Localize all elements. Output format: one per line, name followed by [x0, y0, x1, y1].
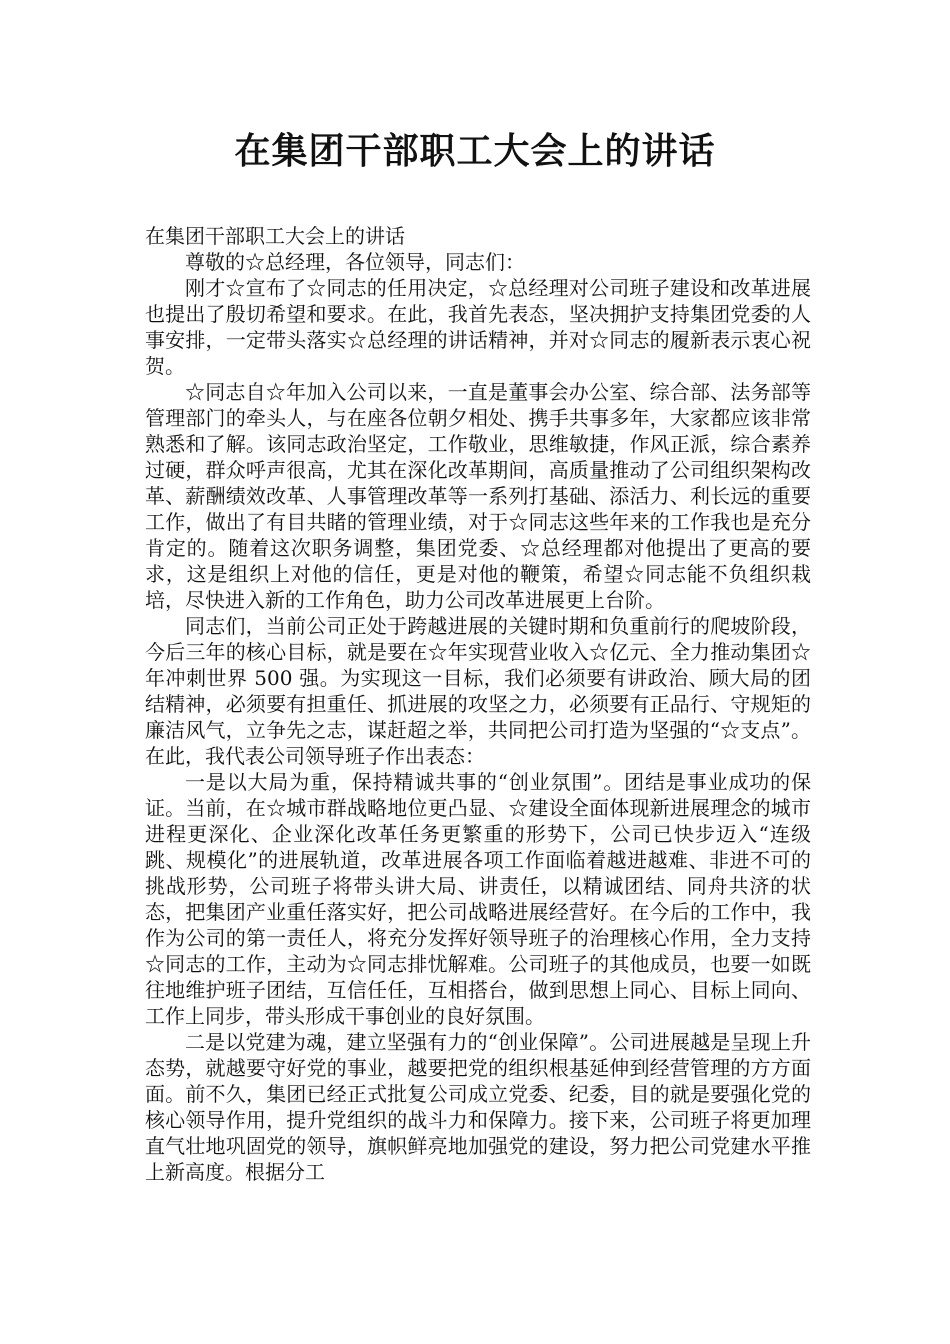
- document-body: [145, 223, 811, 1185]
- paragraph-3: 同志们，当前公司正处于跨越进展的关键时期和负重前行的爬坡阶段，今后三年的核心目标，就是要在☆年实现营业收入☆亿元、全力推动集团☆年冲刺世界 500 强。为实现这一目标，我们必须要有讲政治、顾大局的团结精神，必须要有担重任、抓进展的攻坚之力，必须要有正品行、守规矩的廉洁风气，立争先之志，谋赶超之举，共同把公司打造为坚强的“☆支点”。在此，我代表公司领导班子作出表态：: [145, 614, 811, 768]
- paragraph-2: ☆同志自☆年加入公司以来，一直是董事会办公室、综合部、法务部等管理部门的牵头人，与在座各位朝夕相处、携手共事多年，大家都应该非常熟悉和了解。该同志政治坚定，工作敬业，思维敏捷，作风正派，综合素养过硬，群众呼声很高，尤其在深化改革期间，高质量推动了公司组织架构改革、薪酬绩效改革、人事管理改革等一系列打基础、添活力、利长远的重要工作，做出了有目共睹的管理业绩，对于☆同志这些年来的工作我也是充分肯定的。随着这次职务调整，集团党委、☆总经理都对他提出了更高的要求，这是组织上对他的信任，更是对他的鞭策，希望☆同志能不负组织栽培，尽快进入新的工作角色，助力公司改革进展更上台阶。: [145, 380, 811, 612]
- paragraph-1: 刚才☆宣布了☆同志的任用决定，☆总经理对公司班子建设和改革进展也提出了殷切希望和要求。在此，我首先表态，坚决拥护支持集团党委的人事安排，一定带头落实☆总经理的讲话精神，并对☆同志的履新表示衷心祝贺。: [145, 276, 811, 378]
- document-title: 在集团干部职工大会上的讲话: [234, 131, 716, 172]
- paragraph-salutation: 尊敬的☆总经理，各位领导，同志们：: [185, 250, 525, 274]
- paragraph-4: 一是以大局为重，保持精诚共事的“创业氛围”。团结是事业成功的保证。当前，在☆城市群战略地位更凸显、☆建设全面体现新进展理念的城市进程更深化、企业深化改革任务更繁重的形势下，公司已快步迈入“连级跳、规模化”的进展轨道，改革进展各项工作面临着越进越难、非进不可的挑战形势，公司班子将带头讲大局、讲责任，以精诚团结、同舟共济的状态，把集团产业重任落实好，把公司战略进展经营好。在今后的工作中，我作为公司的第一责任人，将充分发挥好领导班子的治理核心作用，全力支持☆同志的工作，主动为☆同志排忧解难。公司班子的其他成员，也要一如既往地维护班子团结，互信任任，互相搭台，做到思想上同心、目标上同向、工作上同步，带头形成干事创业的良好氛围。: [145, 770, 811, 1028]
- document-subtitle: 在集团干部职工大会上的讲话: [145, 224, 405, 248]
- paragraph-5: 二是以党建为魂，建立坚强有力的“创业保障”。公司进展越是呈现上升态势，就越要守好党的事业，越要把党的组织根基延伸到经营管理的方方面面。前不久，集团已经正式批复公司成立党委、纪委，目的就是要强化党的核心领导作用，提升党组织的战斗力和保障力。接下来，公司班子将更加理直气壮地巩固党的领导，旗帜鲜亮地加强党的建设，努力把公司党建水平推上新高度。根据分工: [145, 1030, 811, 1184]
